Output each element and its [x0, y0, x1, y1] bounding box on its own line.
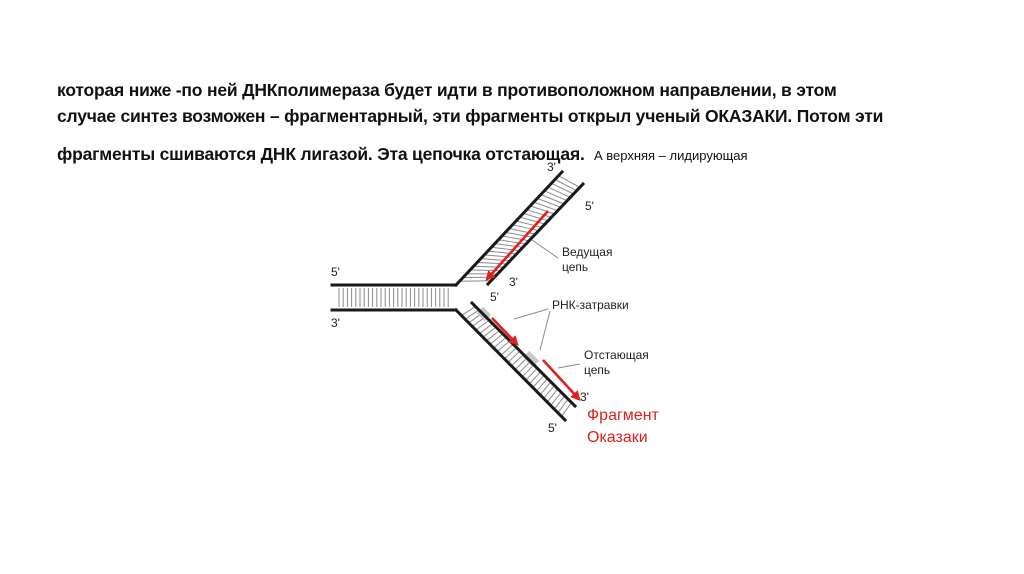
label-upper-5: 5': [585, 199, 594, 213]
lower-arm-rung: [529, 372, 540, 384]
lower-arm-rung: [508, 351, 520, 362]
label-stem-top-5: 5': [331, 265, 340, 279]
lower-arm-rung: [494, 337, 507, 348]
lower-arm-rung: [490, 334, 503, 345]
lower-arm-rung: [497, 341, 510, 352]
lower-arm-rung: [512, 355, 524, 367]
lower-arm-rung: [544, 385, 555, 398]
lower-arm-rung: [547, 389, 558, 402]
primer-callout-line-1: [514, 309, 548, 319]
lower-arm-rung: [479, 324, 492, 334]
lower-arm-rung: [537, 379, 548, 392]
label-lower-5: 5': [548, 421, 557, 435]
lower-arm-rung: [522, 365, 534, 377]
leading-callout-line: [532, 240, 558, 258]
lower-arm-rung: [519, 361, 531, 373]
upper-arm-rung: [460, 281, 492, 282]
body-text-line-2: случае синтез возможен – фрагментарный, эти фрагменты открыл ученый ОКАЗАКИ. Потом эти: [57, 106, 884, 126]
body-text-line-3-main: фрагменты сшиваются ДНК лигазой. Эта цепочка отстающая.: [57, 144, 585, 164]
lower-arm-rung: [554, 396, 564, 410]
label-upper-arrow-3: 3': [509, 275, 518, 289]
base-pair-rungs: [339, 176, 580, 417]
lower-arm-rung: [533, 375, 544, 388]
upper-arm-rung: [534, 202, 558, 211]
lower-arm-rung: [476, 320, 489, 330]
upper-arm-rung: [537, 198, 561, 207]
lower-arm-rung: [501, 344, 513, 355]
upper-arm-rung: [551, 183, 573, 194]
upper-arm-rung: [548, 187, 570, 197]
label-okazaki-fragment-1: Фрагмент: [587, 407, 659, 424]
lower-arm-rung: [540, 382, 551, 395]
lower-arm-rung: [515, 358, 527, 370]
label-okazaki-fragment-2: Оказаки: [587, 429, 648, 446]
upper-arm-rung: [559, 176, 580, 188]
label-lagging-strand-1: Отстающая: [584, 348, 649, 362]
label-leading-strand-2: цепь: [562, 260, 589, 274]
lower-arm-rung: [561, 403, 571, 417]
lower-arm-rung: [551, 392, 562, 405]
upper-arm-rung: [555, 180, 577, 191]
label-fork-5: 5': [490, 290, 499, 304]
lower-arm-rung: [526, 368, 537, 380]
body-text-line-3-note: А верхняя – лидирующая: [593, 148, 748, 163]
lower-new-strand: [472, 303, 575, 406]
upper-arm-rung: [530, 206, 554, 214]
upper-parent-strand: [456, 172, 562, 285]
dna-strands: [332, 172, 583, 420]
label-upper-top-3: 3': [547, 160, 556, 174]
body-text-line-1: которая ниже -по ней ДНКполимераза будет идти в противоположном направлении, в этом: [57, 80, 837, 100]
label-leading-strand-1: Ведущая: [562, 245, 613, 259]
lower-arm-rung: [487, 331, 500, 341]
lower-arm-rung: [483, 327, 496, 337]
lower-arm-rung: [504, 348, 516, 359]
lower-arm-rung: [558, 399, 568, 413]
label-lower-3: 3': [580, 390, 589, 404]
lagging-callout-line: [558, 364, 580, 368]
primer-callout-line-2: [540, 311, 550, 350]
label-rna-primers: РНК-затравки: [552, 298, 629, 312]
upper-arm-rung: [541, 195, 564, 204]
label-stem-bottom-3: 3': [331, 316, 340, 330]
upper-arm-rung: [544, 191, 567, 201]
label-lagging-strand-2: цепь: [584, 363, 611, 377]
